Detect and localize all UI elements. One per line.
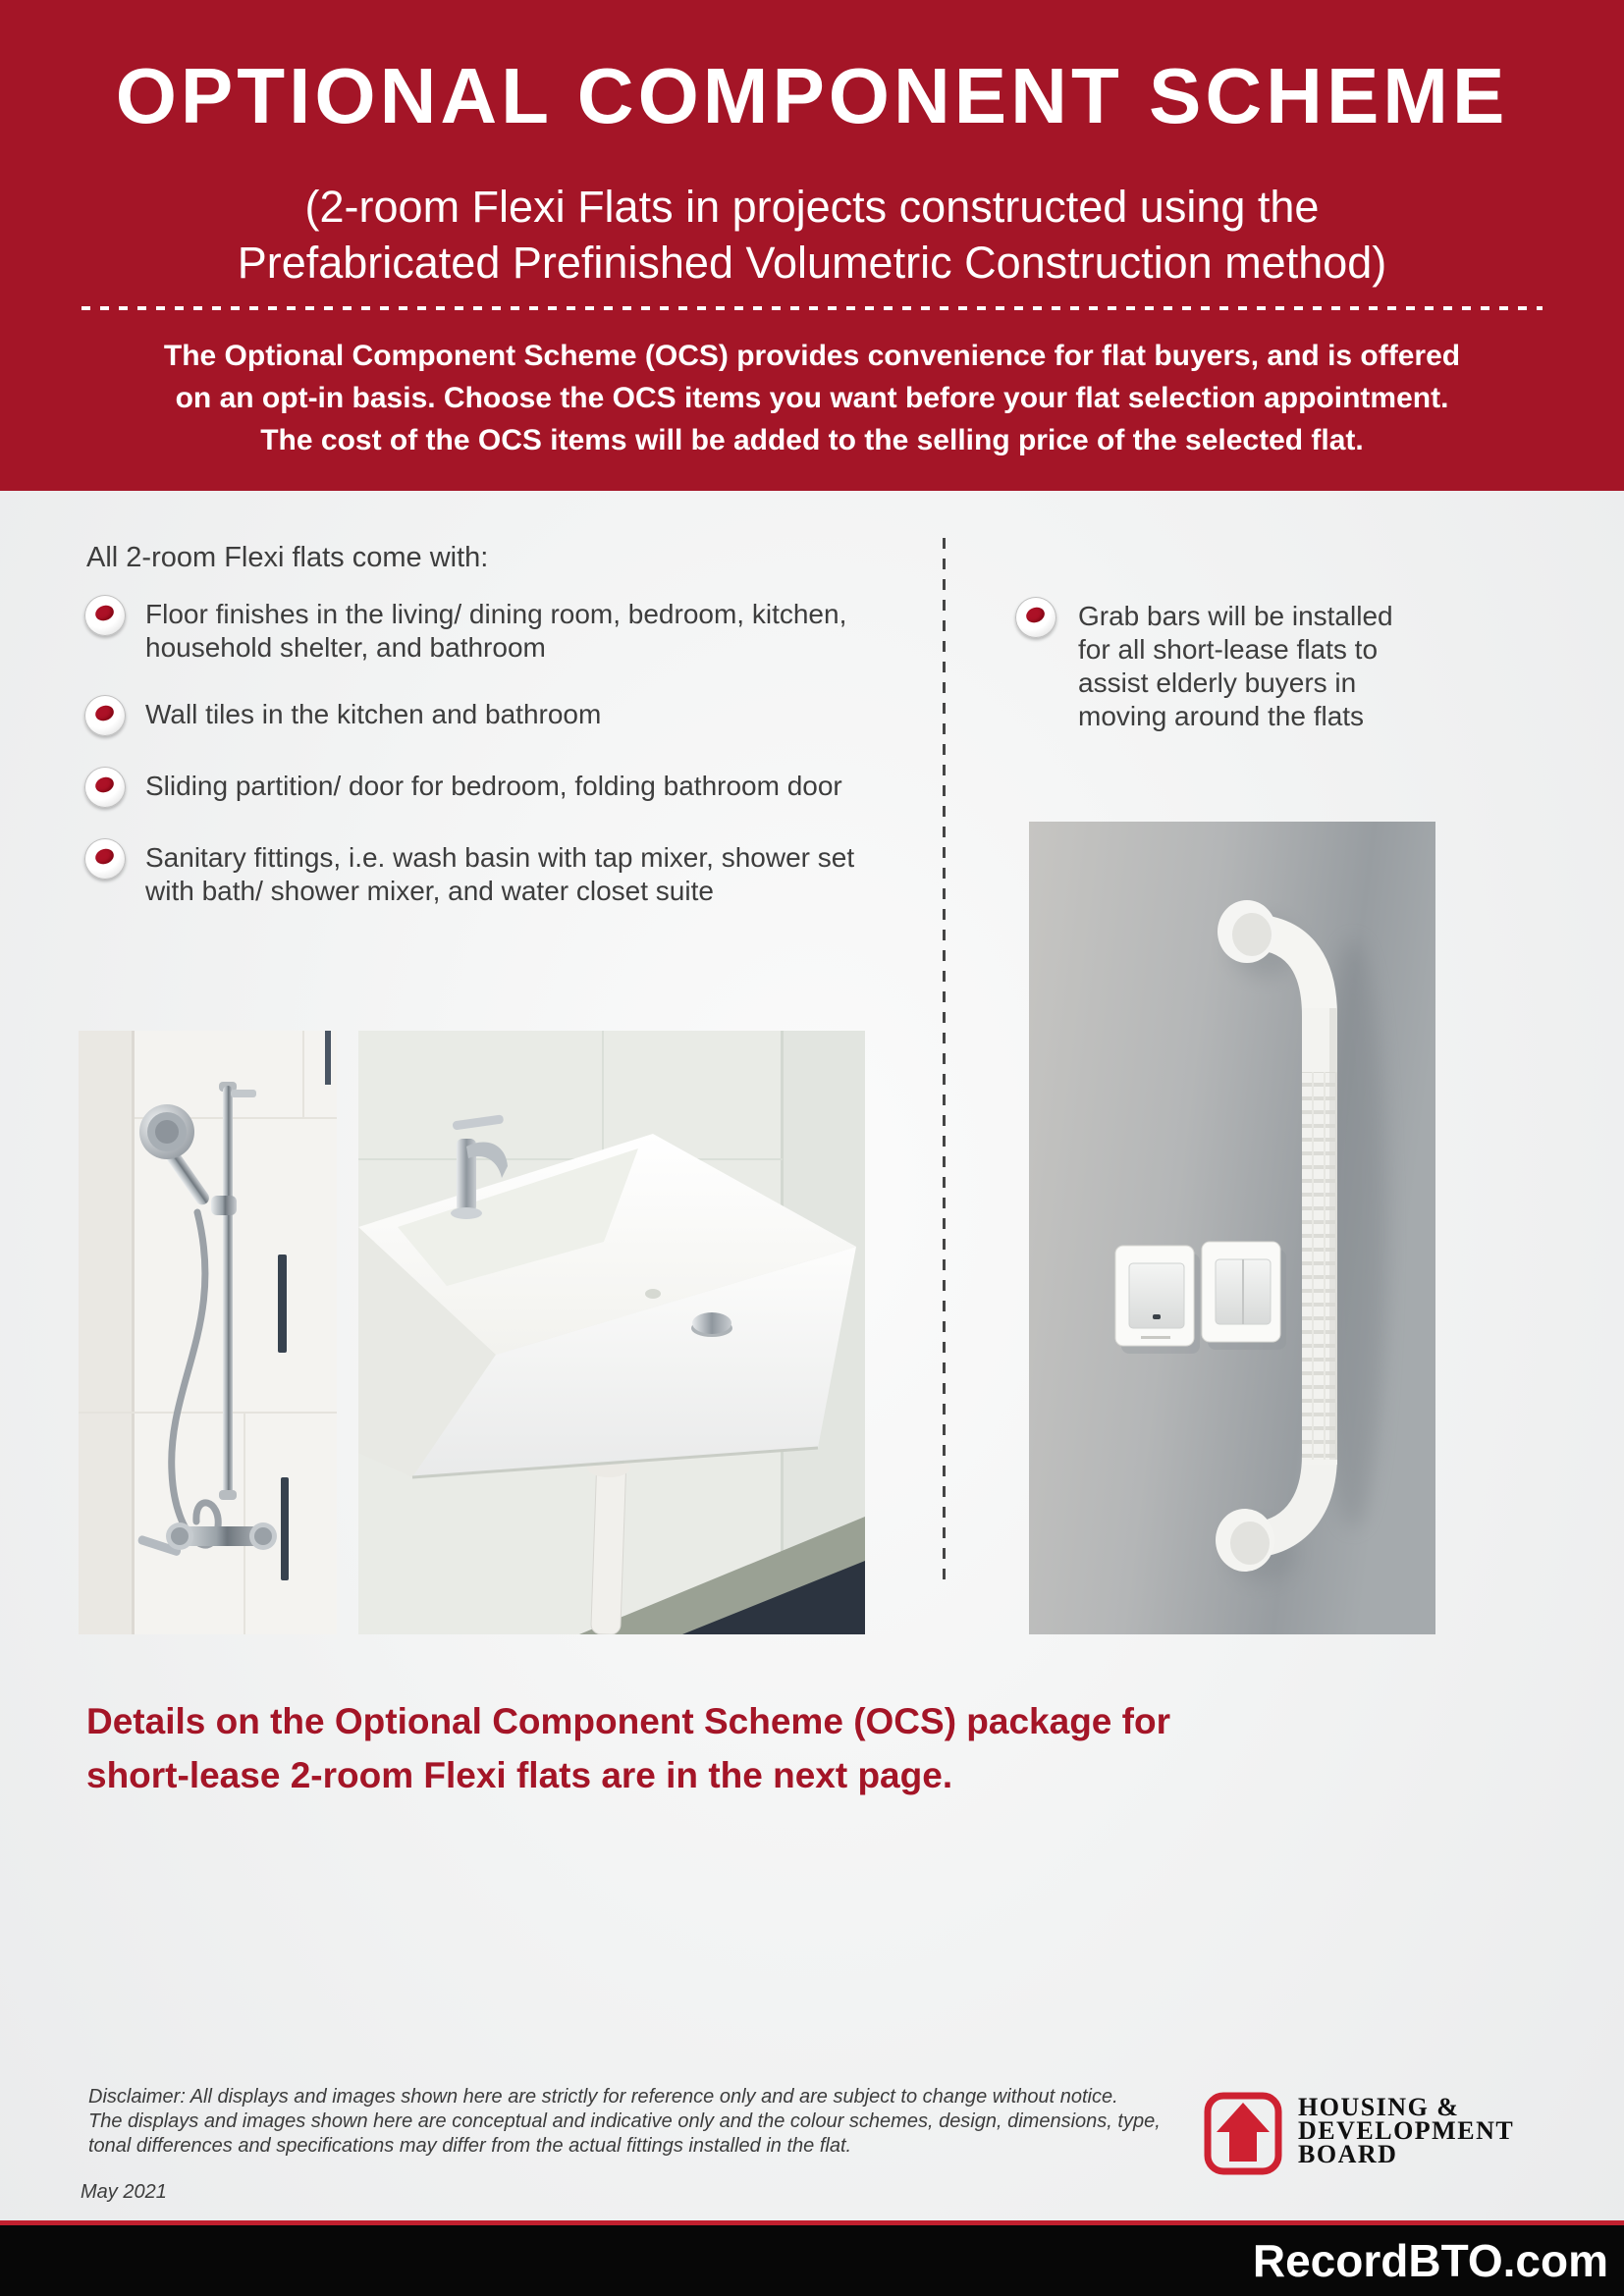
grab-bar-photo [1029, 822, 1435, 1634]
next-page-note: Details on the Optional Component Scheme (OCS) package for short-lease 2-room Flexi flats are in the next page. [86, 1701, 1170, 1795]
list-item [84, 767, 890, 808]
list-heading: All 2-room Flexi flats come with: [86, 542, 489, 573]
footer-bar [0, 2225, 1624, 2296]
page-subtitle: (2-room Flexi Flats in projects constructed using the Prefabricated Prefinished Volumetric Construction method) [237, 182, 1387, 288]
list-item [84, 695, 890, 736]
list-item-text: Floor finishes in the living/ dining room, bedroom, kitchen, household shelter, and bathroom [145, 599, 847, 663]
red-dot-bullet-icon [1015, 597, 1056, 638]
page-title: OPTIONAL COMPONENT SCHEME [115, 52, 1509, 139]
red-dot-bullet-icon [84, 767, 126, 808]
list-item [84, 595, 890, 665]
grab-bar-note-text: Grab bars will be installed for all short-lease flats to assist elderly buyers in moving around the flats [1078, 601, 1393, 731]
hdb-logo [1203, 2087, 1514, 2182]
hdb-logo-text: HOUSING & DEVELOPMENT BOARD [1298, 2093, 1515, 2168]
disclaimer-text: Disclaimer: All displays and images shown here are strictly for reference only and are subject to change without notice. The displays and images shown here are conceptual and indicative only and the colour schemes, design, dimensions, type, tonal differences and specifications may differ from the actual fittings installed in the flat. [88, 2086, 1161, 2157]
red-dot-bullet-icon [84, 838, 126, 880]
column-divider [943, 538, 946, 1582]
watermark-text: RecordBTO.com [1252, 2235, 1608, 2286]
red-dot-bullet-icon [84, 695, 126, 736]
shower-set-photo [79, 1031, 337, 1634]
list-item [84, 838, 890, 908]
list-item-text: Sliding partition/ door for bedroom, folding bathroom door [145, 771, 842, 801]
red-dot-bullet-icon [84, 595, 126, 636]
grab-bar-note [1015, 597, 1408, 733]
list-item-text: Wall tiles in the kitchen and bathroom [145, 699, 602, 729]
header-banner [0, 0, 1624, 491]
date-label: May 2021 [81, 2181, 167, 2203]
dashed-separator [81, 306, 1543, 310]
included-features-list [84, 595, 890, 938]
list-item-text: Sanitary fittings, i.e. wash basin with tap mixer, shower set with bath/ shower mixer, and water closet suite [145, 842, 855, 906]
wash-basin-photo [358, 1031, 865, 1634]
hdb-house-icon [1203, 2087, 1283, 2182]
intro-paragraph: The Optional Component Scheme (OCS) provides convenience for flat buyers, and is offered on an opt-in basis. Choose the OCS items you want before your flat selection appointment. The cost of the OCS items will be added to the selling price of the selected flat. [163, 340, 1461, 456]
